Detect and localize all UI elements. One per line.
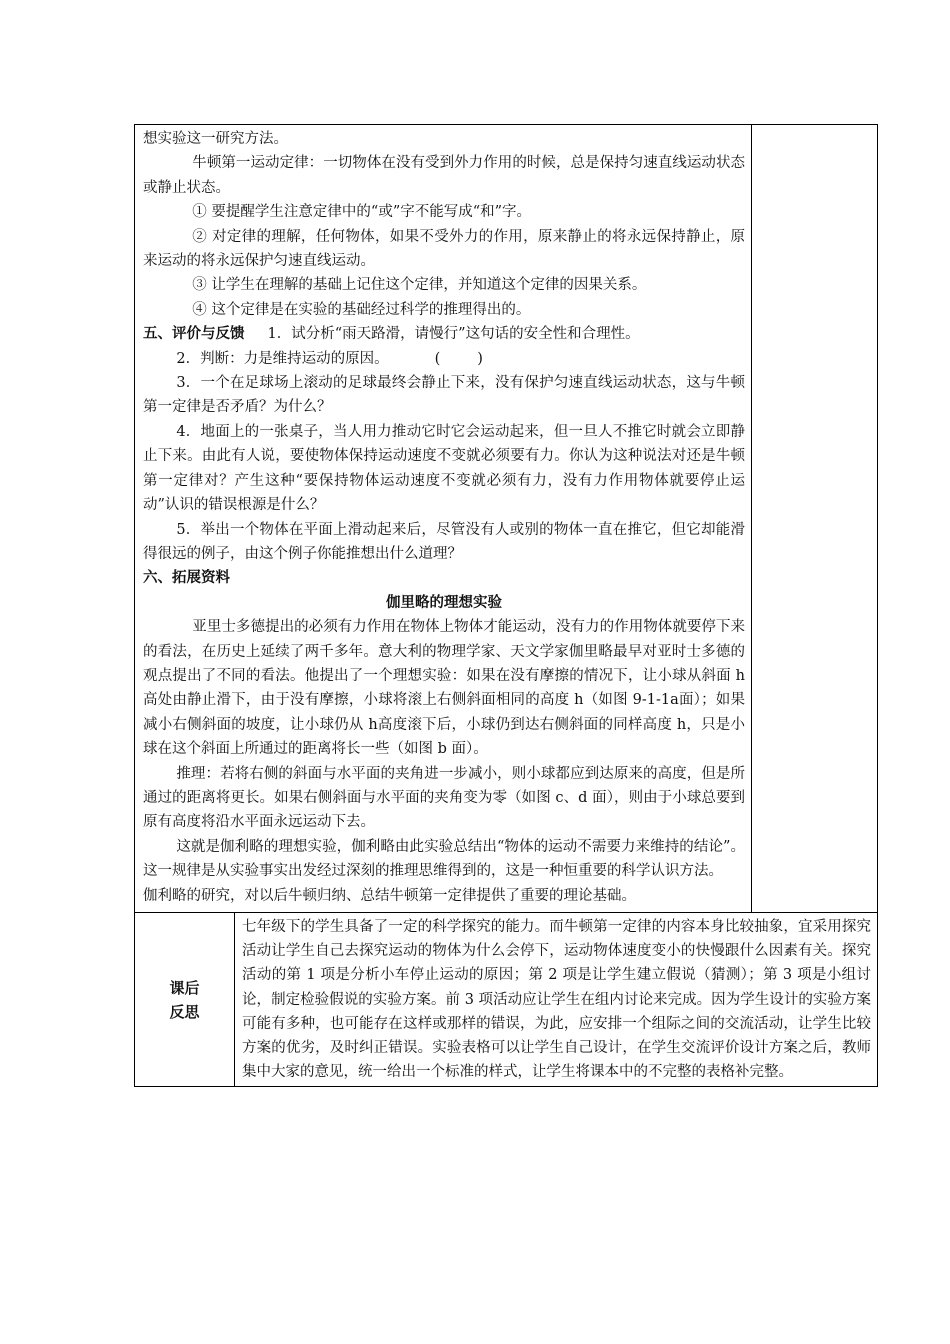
reflection-label-line-1: 课后 [169, 978, 200, 997]
question-3: 3．一个在足球场上滚动的足球最终会静止下来，没有保护匀速直线运动状态，这与牛顿第一定律是否矛盾？为什么？ [143, 375, 746, 416]
question-4: 4．地面上的一张桌子，当人用力推动它时它会运动起来，但一旦人不推它时就会立即静止下来。由此有人说，要使物体保持运动速度不变就必须要有力。你认为这种说法对还是牛顿第一定律对？产生这种“要保持物体运动速度不变就必须有力，没有力作用物体就要停止运动”认识的错误根源是什么？ [143, 423, 746, 514]
content-cell [135, 125, 752, 913]
question-5: 5．举出一个物体在平面上滑动起来后，尽管没有人或别的物体一直在推它，但它却能滑得很远的例子，由这个例子你能推想出什么道理？ [143, 521, 746, 562]
note-2: ② 对定律的理解，任何物体，如果不受外力的作用，原来静止的将永远保持静止，原来运动的将永远保护匀速直线运动。 [143, 228, 746, 270]
reflection-label [135, 913, 235, 1087]
section-6-heading: 六、拓展资料 [143, 570, 230, 587]
content-row [135, 125, 878, 913]
note-4: ④ 这个定律是在实验的基础经过科学的推理得出的。 [192, 301, 531, 318]
notes-cell [752, 125, 878, 913]
newton-first-law: 牛顿第一运动定律：一切物体在没有受到外力作用的时候，总是保持匀速直线运动状态或静止状态。 [143, 155, 746, 196]
question-2: 2．判断：力是维持运动的原因。 ( ) [176, 350, 483, 367]
reading-paragraph-4: 伽利略的研究，对以后牛顿归纳、总结牛顿第一定律提供了重要的理论基础。 [143, 887, 636, 904]
reading-paragraph-3: 这就是伽利略的理想实验，伽利略由此实验总结出“物体的运动不需要力来维持的结论”。这一规律是从实验事实出发经过深刻的推理思维得到的，这是一种恒重要的科学认识方法。 [143, 838, 746, 880]
reading-paragraph-2: 推理：若将右侧的斜面与水平面的夹角进一步减小，则小球都应到达原来的高度，但是所通过的距离将更长。如果右侧斜面与水平面的夹角变为零（如图 c、d 面），则由于小球总要到原有高度将沿水平面永远运动下去。 [143, 765, 746, 831]
reflection-row [135, 913, 878, 1087]
reading-title: 伽里略的理想实验 [386, 594, 502, 611]
reflection-label-line-2: 反思 [169, 1002, 200, 1021]
section-5-line [143, 322, 745, 346]
note-1: ① 要提醒学生注意定律中的“或”字不能写成“和”字。 [192, 204, 532, 221]
question-1: 1．试分析“雨天路滑，请慢行”这句话的安全性和合理性。 [267, 326, 640, 343]
reflection-text: 七年级下的学生具备了一定的科学探究的能力。而牛顿第一定律的内容本身比较抽象，宜采用探究活动让学生自己去探究运动的物体为什么会停下，运动物体速度变小的快慢跟什么因素有关。探究活动的第 1 项是分析小车停止运动的原因；第 2 项是让学生建立假说（猜测）；第 3 项是小组讨论，制定检验假说的实验方案。前 3 项活动应让学生在组内讨论来完成。因为学生设计的实验方案可能有多种，也可能存在这样或那样的错误，为此，应安排一个组际之间的交流活动，让学生比较方案的优劣，及时纠正错误。实验表格可以让学生自己设计，在学生交流评价设计方案之后，教师集中大家的意见，统一给出一个标准的样式，让学生将课本中的不完整的表格补完整。 [242, 919, 872, 1081]
paragraph-method: 想实验这一研究方法。 [143, 131, 288, 147]
reading-paragraph-1: 亚里士多德提出的必须有力作用在物体上物体才能运动，没有力的作用物体就要停下来的看法，在历史上延续了两千多年。意大利的物理学家、天文学家伽里略最早对亚时士多德的观点提出了不同的看法。他提出了一个理想实验：如果在没有摩擦的情况下，让小球从斜面 h高处由静止滑下，由于没有摩擦，小球将滚上右侧斜面相同的高度 h（如图 9-1-1a面）；如果减小右侧斜面的坡度，让小球仍从 h高度滚下后，小球仍到达右侧斜面的同样高度 h，只是小球在这个斜面上所通过的距离将长一些（如图 b 面）。 [143, 619, 746, 758]
lesson-plan-table [134, 124, 878, 1087]
note-3: ③ 让学生在理解的基础上记住这个定律，并知道这个定律的因果关系。 [192, 277, 647, 294]
reflection-content [235, 913, 878, 1087]
section-5-heading: 五、评价与反馈 [143, 326, 245, 343]
